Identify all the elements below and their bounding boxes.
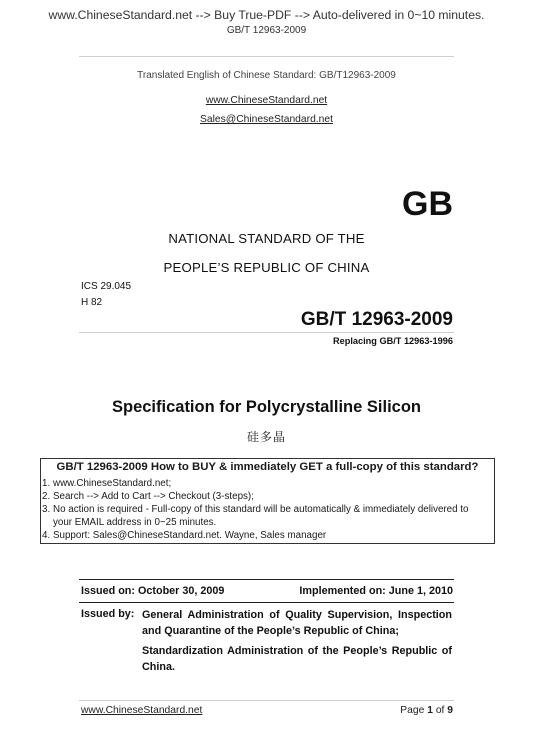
issuer-aqsiq: General Administration of Quality Supervision, Inspection and Quarantine of the People’s Republic of China; [142,609,452,637]
header-divider [79,56,454,57]
website-link-wrapper [0,90,533,108]
list-item-text: No action is required - Full-copy of this standard will be automatically & immediately delivered to [53,504,469,516]
translated-line: Translated English of Chinese Standard: GB/T12963-2009 [137,70,396,81]
email-link[interactable]: Sales@ChineseStandard.net [200,114,333,125]
list-item-text: your EMAIL address in 0~25 minutes. [53,517,217,529]
list-item-number: 1. [42,478,51,489]
chinese-title: 硅多晶 [246,430,286,444]
list-item [41,503,494,516]
issuer-sac: Standardization Administration of the People’s Republic of China. [142,645,452,673]
page-total: 9 [447,705,453,716]
email-link-wrapper [0,109,533,127]
issued-by-label: Issued by: [81,608,135,620]
document-title: Specification for Polycrystalline Silicon [111,398,421,416]
list-item [41,477,494,490]
list-item-number: 3. [42,504,51,516]
purchase-box-title: GB/T 12963-2009 How to BUY & immediately GET a full-copy of this standard? [56,461,479,473]
header-standard-code: GB/T 12963-2009 [226,25,307,36]
top-banner: www.ChineseStandard.net --> Buy True-PDF --> Auto-delivered in 0~10 minutes. [48,8,485,22]
purchase-info-box [40,458,495,544]
gb-mark: GB [402,185,453,223]
list-item-text: Search --> Add to Cart --> Checkout (3-steps); [53,491,254,503]
issued-on-date: Issued on: October 30, 2009 [81,585,225,597]
page-middle: of [432,705,448,716]
page-current: 1 [427,705,433,716]
country-line: PEOPLE’S REPUBLIC OF CHINA [163,260,370,275]
ics-code: ICS 29.045 [81,281,132,292]
website-link[interactable]: www.ChineseStandard.net [205,95,328,106]
h-code: H 82 [81,297,103,308]
page-indicator [380,705,453,716]
list-item-number: 2. [42,491,51,503]
standard-number: GB/T 12963-2009 [300,309,453,330]
national-standard-line: NATIONAL STANDARD OF THE [168,231,365,246]
purchase-steps-list [41,477,494,542]
footer-divider [79,700,454,701]
implemented-on-date: Implemented on: June 1, 2010 [299,585,453,597]
list-item-text[interactable]: Support: Sales@ChineseStandard.net. Wayne, Sales manager [53,530,327,542]
issue-top-divider [79,579,454,580]
issue-divider [79,602,454,603]
replacing-note: Replacing GB/T 12963-1996 [332,336,453,346]
page-prefix: Page [400,705,428,716]
list-item [41,490,494,503]
list-item-number: 4. [42,530,51,542]
list-item-text[interactable]: www.ChineseStandard.net; [53,478,172,489]
list-item [41,529,494,542]
list-item [41,516,494,529]
standard-number-divider [79,332,454,333]
footer-website-link[interactable]: www.ChineseStandard.net [81,705,203,716]
